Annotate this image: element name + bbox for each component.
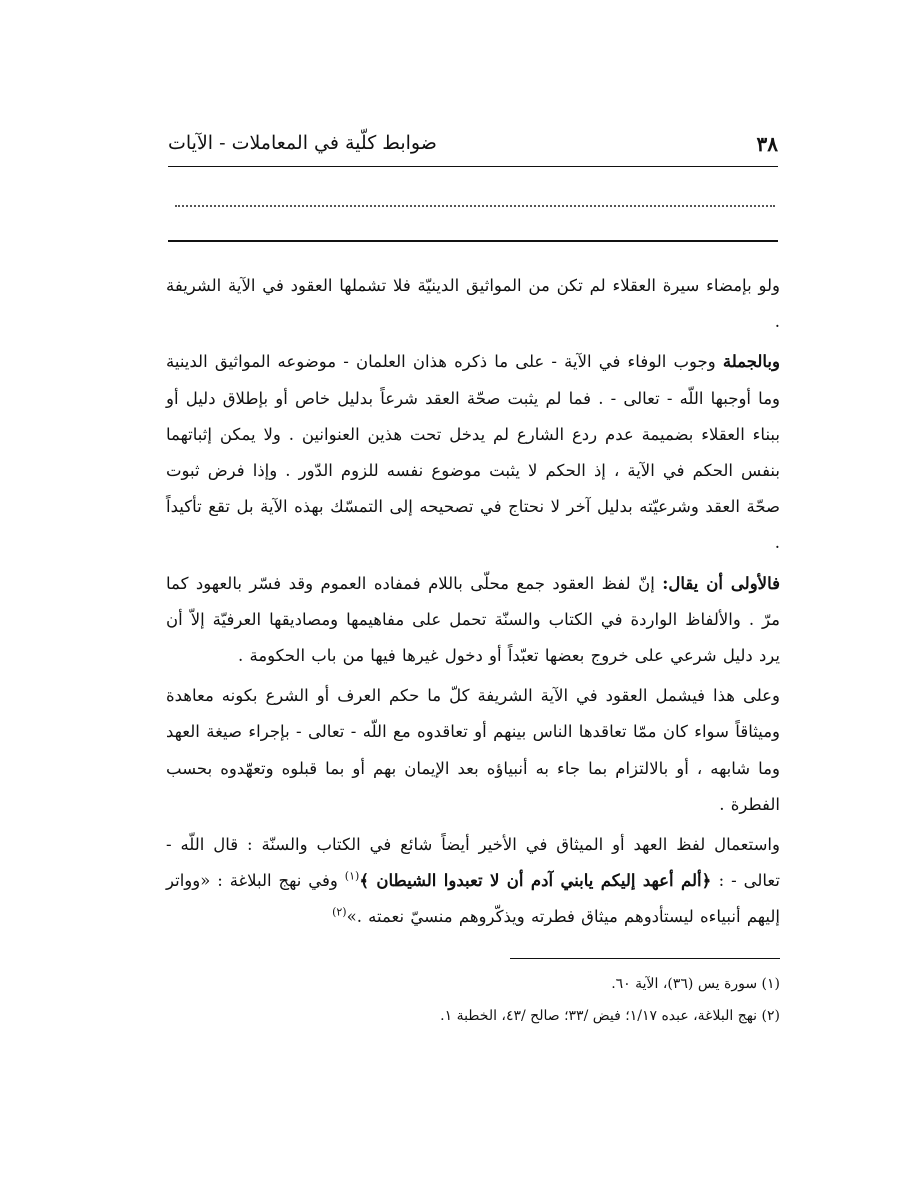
running-title: ضوابط كلّية في المعاملات - الآيات [168, 132, 437, 154]
footnote: (٢) نهج البلاغة، عبده ١/١٧؛ فيض /٣٣؛ صالح /٤٣، الخطبة ١. [440, 1008, 780, 1024]
footnote-divider [510, 958, 780, 959]
paragraph-text: واستعمال لفظ العهد أو الميثاق في الأخير أيضاً شائع في الكتاب والسنّة : قال اللّه - تعالى - : [166, 835, 780, 891]
quran-quote: ﴿ألم أعهد إليكم يابني آدم أن لا تعبدوا الشيطان ﴾ [359, 871, 719, 891]
main-text [166, 268, 780, 936]
paragraph [166, 678, 780, 823]
footnote: (١) سورة يس (٣٦)، الآية ٦٠. [611, 976, 780, 992]
footnote-ref: (٢) [332, 905, 347, 919]
page-number: ٣٨ [756, 132, 778, 156]
footnote-ref: (١) [344, 869, 360, 883]
paragraph [166, 344, 780, 561]
paragraph-text: وفي نهج البلاغة : «وواتر إليهم أنبياءه ليستأدوهم ميثاق فطرته ويذكّروهم منسيّ نعمته .» [166, 871, 780, 927]
paragraph-text: ولو بإمضاء سيرة العقلاء لم تكن من المواثيق الدينيّة فلا تشملها العقود في الآية الشريفة . [166, 276, 780, 332]
page-header [168, 132, 778, 162]
content-top-divider [168, 240, 778, 242]
paragraph-text: إنّ لفظ العقود جمع محلّى باللام فمفاده العموم وقد فسّر بالعهود كما مرّ . والألفاظ الواردة في الكتاب والسنّة تحمل على مفاهيمها ومصاديقها العرفيّة إلاّ أن يرد دليل شرعي على خروج بعضها تعبّداً أو دخول غيرها فيها من باب الحكومة . [166, 573, 780, 666]
dotted-separator [175, 205, 775, 207]
paragraph [166, 268, 780, 340]
paragraph-lead: فالأولى أن يقال: [662, 573, 781, 593]
paragraph [166, 566, 780, 675]
paragraph-text: وجوب الوفاء في الآية - على ما ذكره هذان العلمان - موضوعه المواثيق الدينية وما أوجبها اللّه - تعالى - . فما لم يثبت صحّة العقد شرعاً بدليل خاص أو بإطلاق دليل أو ببناء العقلاء بضميمة عدم ردع الشارع لم يدخل تحت هذين العنوانين . ولا يمكن إثباتهما بنفس الحكم في الآية ، إذ الحكم لا يثبت موضوع نفسه للزوم الدّور . وإذا فرض ثبوت صحّة العقد وشرعيّته بدليل آخر لا نحتاج في تصحيحه إلى التمسّك بهذه الآية بل تقع تأكيداً . [166, 352, 780, 553]
footnotes [400, 968, 780, 1032]
header-divider [168, 166, 778, 167]
paragraph-lead: وبالجملة [722, 352, 780, 372]
paragraph-text: وعلى هذا فيشمل العقود في الآية الشريفة كلّ ما حكم العرف أو الشرع بكونه معاهدة وميثاقاً سواء كان ممّا تعاقدها الناس بينهم أو تعاقدوه مع اللّه - تعالى - بإجراء صيغة العهد وما شابهه ، أو بالالتزام بما جاء به أنبياؤه بعد الإيمان بهم أو بما قبلوه وتعهّدوه بحسب الفطرة . [166, 686, 780, 814]
paragraph [166, 827, 780, 936]
